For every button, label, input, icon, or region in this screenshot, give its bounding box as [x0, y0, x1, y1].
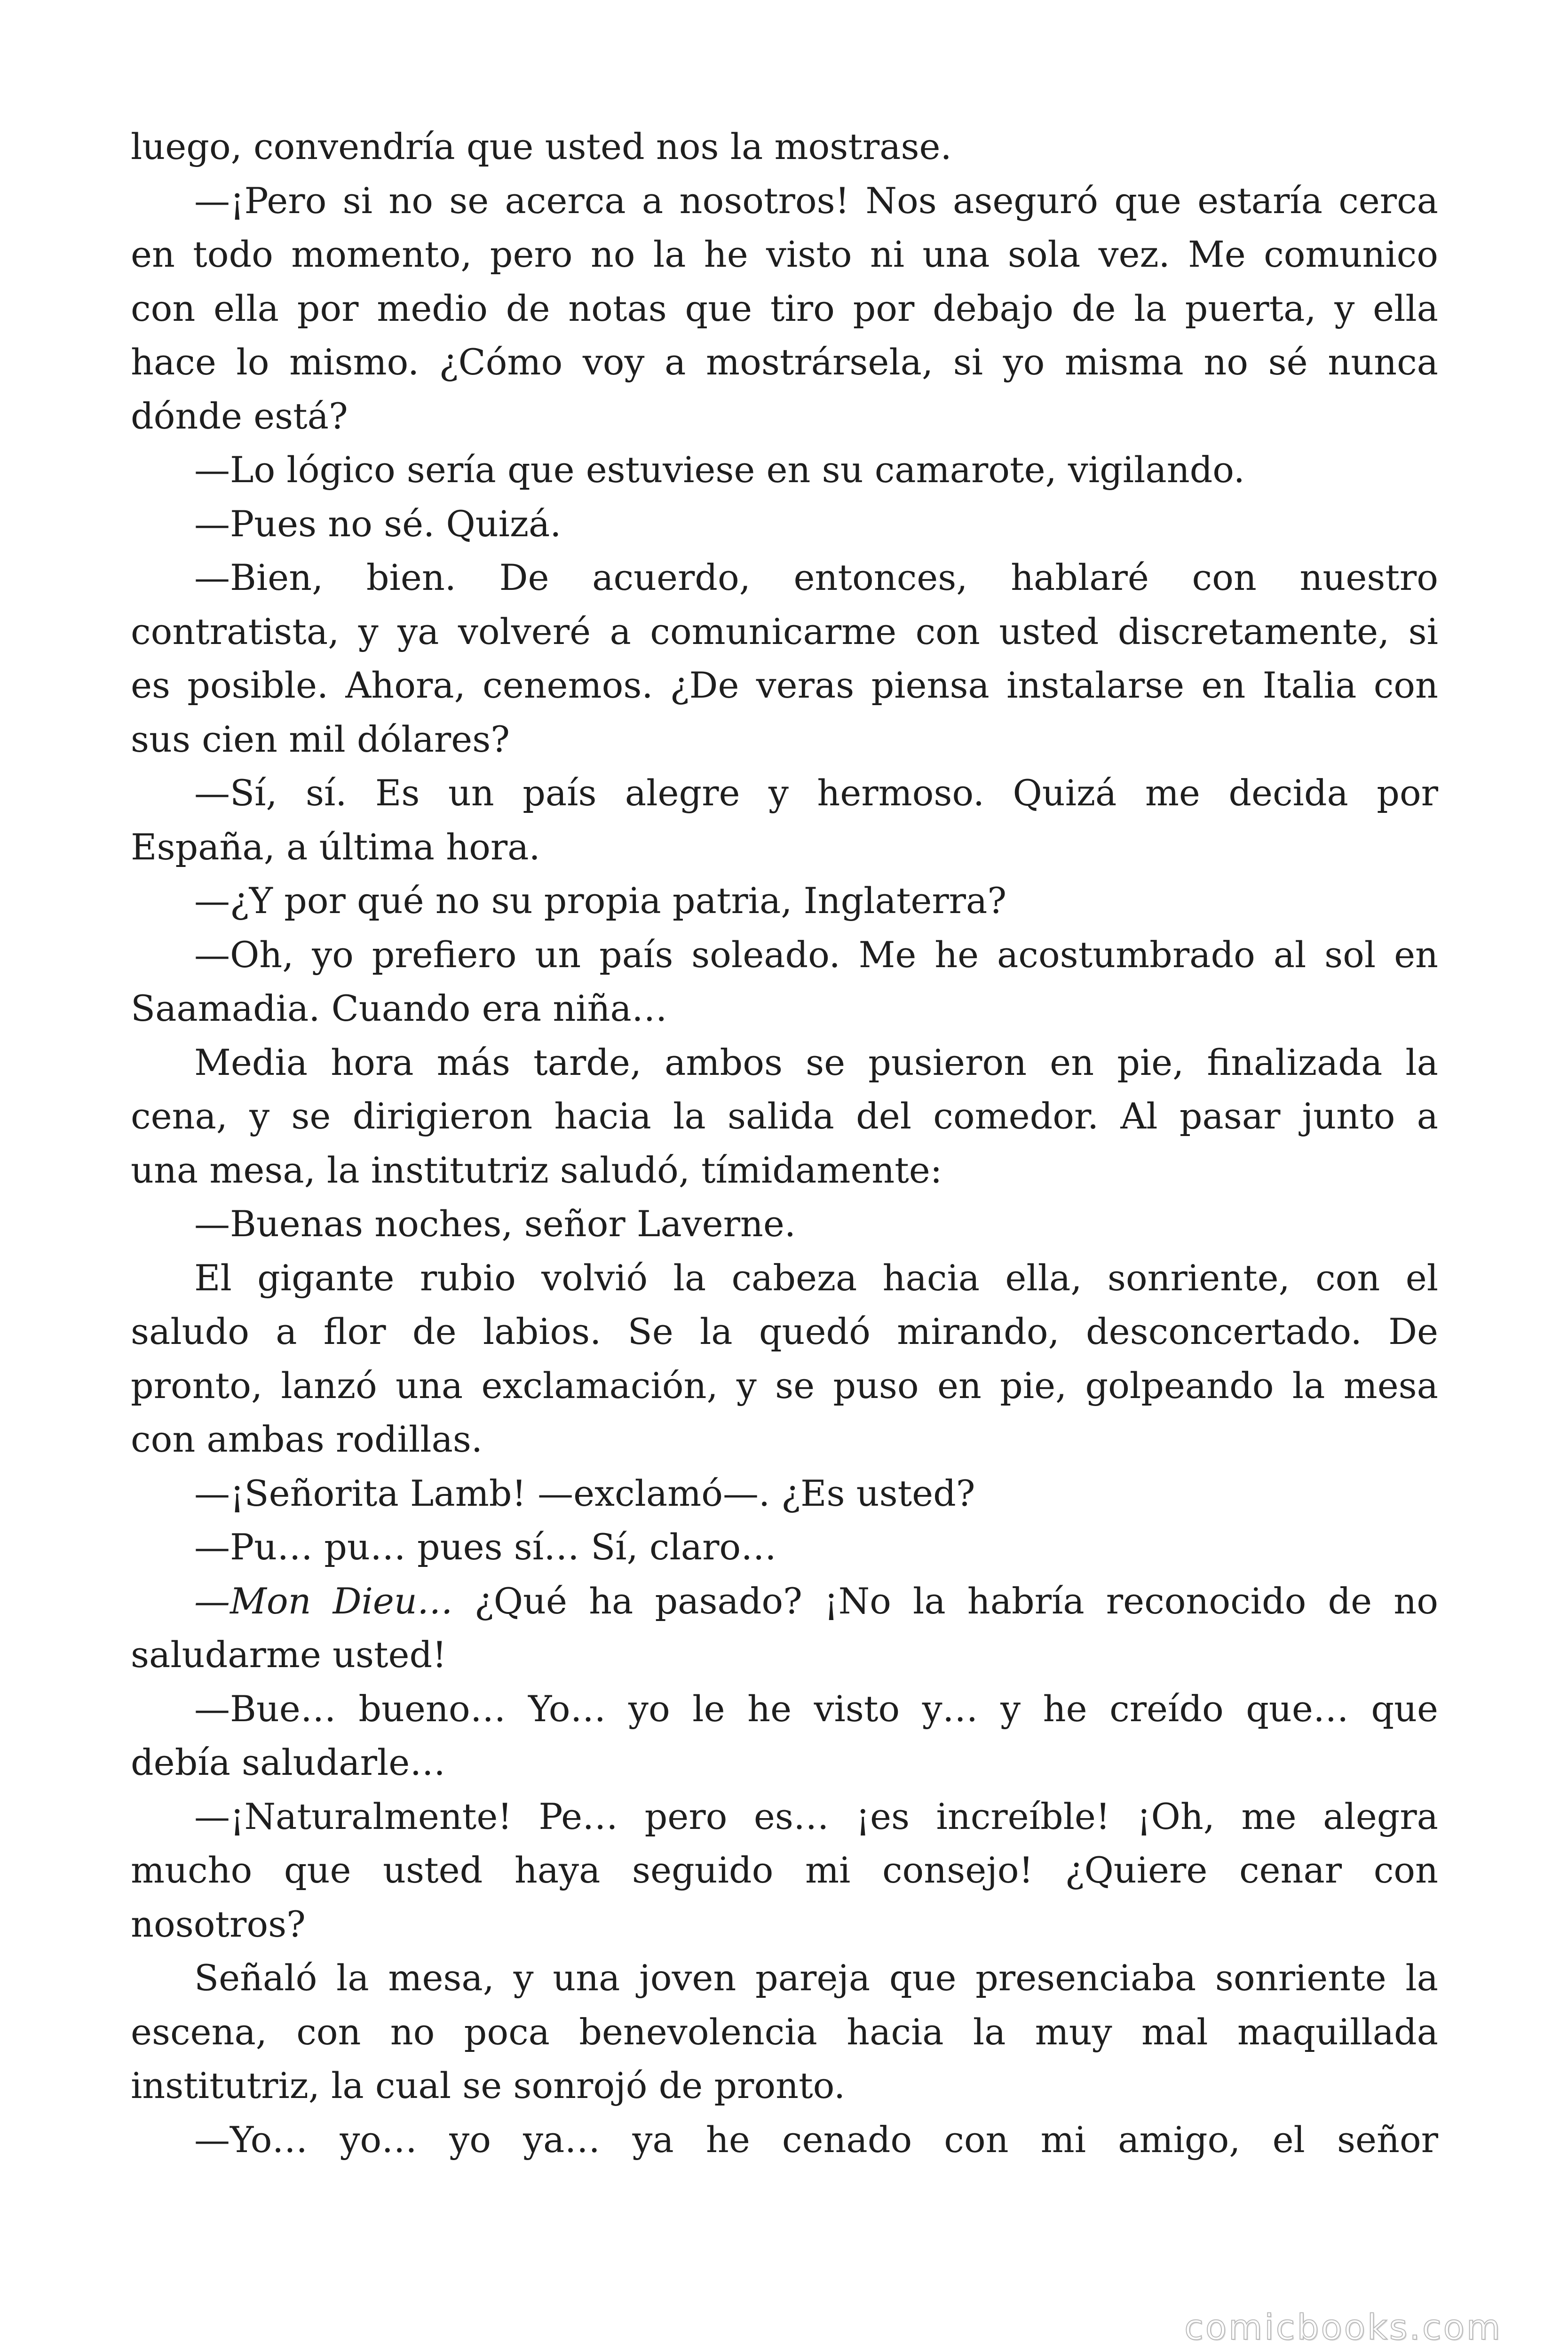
text-line: España, a última hora.: [131, 826, 540, 868]
text-line: —Bue… bueno… Yo… yo le he visto y… y he creído que… que: [194, 1687, 1438, 1730]
text-line: es posible. Ahora, cenemos. ¿De veras piensa instalarse en Italia con: [131, 664, 1438, 706]
text-line: —Sí, sí. Es un país alegre y hermoso. Quizá me decida por: [194, 772, 1438, 814]
text-line: sus cien mil dólares?: [131, 718, 510, 760]
text-line: hace lo mismo. ¿Cómo voy a mostrársela, si yo misma no sé nunca: [131, 341, 1438, 383]
text-line: con ambas rodillas.: [131, 1418, 483, 1460]
text-line: cena, y se dirigieron hacia la salida del comedor. Al pasar junto a: [131, 1095, 1438, 1137]
text-line: —¿Y por qué no su propia patria, Inglaterra?: [194, 880, 1007, 922]
text-line: —Lo lógico sería que estuviese en su camarote, vigilando.: [194, 449, 1245, 491]
italic-phrase: —Mon Dieu…: [194, 1580, 475, 1622]
page-body: [131, 120, 1438, 2167]
text-line: Señaló la mesa, y una joven pareja que presenciaba sonriente la: [194, 1957, 1438, 1999]
text-line: con ella por medio de notas que tiro por debajo de la puerta, y ella: [131, 287, 1438, 329]
text-line: dónde está?: [131, 395, 348, 437]
text-line: El gigante rubio volvió la cabeza hacia ella, sonriente, con el: [194, 1256, 1438, 1299]
text-line: contratista, y ya volveré a comunicarme con usted discretamente, si: [131, 610, 1438, 652]
text-line: —Bien, bien. De acuerdo, entonces, hablaré con nuestro: [194, 556, 1438, 598]
text-line: Saamadia. Cuando era niña…: [131, 987, 667, 1029]
line-text: ¿Qué ha pasado? ¡No la habría reconocido de no: [474, 1580, 1438, 1622]
watermark-text: comicbooks.com: [1184, 2307, 1502, 2348]
text-line: saludarme usted!: [131, 1634, 447, 1676]
text-line: mucho que usted haya seguido mi consejo! ¿Quiere cenar con: [131, 1849, 1438, 1891]
text-line: nosotros?: [131, 1903, 306, 1945]
text-line: Media hora más tarde, ambos se pusieron en pie, finalizada la: [194, 1041, 1438, 1083]
text-line: —¡Naturalmente! Pe… pero es… ¡es increíble! ¡Oh, me alegra: [194, 1795, 1438, 1837]
text-line: en todo momento, pero no la he visto ni una sola vez. Me comunico: [131, 233, 1438, 275]
text-line: una mesa, la institutriz saludó, tímidamente:: [131, 1149, 942, 1191]
text-line: saludo a flor de labios. Se la quedó mirando, desconcertado. De: [131, 1311, 1438, 1352]
text-line: [131, 1574, 1438, 1629]
text-line: —¡Señorita Lamb! —exclamó—. ¿Es usted?: [194, 1472, 975, 1514]
text-line: —¡Pero si no se acerca a nosotros! Nos aseguró que estaría cerca: [194, 179, 1438, 222]
text-line: pronto, lanzó una exclamación, y se puso en pie, golpeando la mesa: [131, 1364, 1438, 1406]
text-line: institutriz, la cual se sonrojó de pronto.: [131, 2065, 846, 2106]
text-line: escena, con no poca benevolencia hacia la muy mal maquillada: [131, 2010, 1438, 2053]
text-line: —Pu… pu… pues sí… Sí, claro…: [194, 1526, 777, 1568]
text-line: —Buenas noches, señor Laverne.: [194, 1203, 796, 1245]
text-line: luego, convendría que usted nos la mostrase.: [131, 126, 952, 167]
text-line: debía saludarle…: [131, 1741, 446, 1783]
text-line: —Yo… yo… yo ya… ya he cenado con mi amigo, el señor: [194, 2118, 1438, 2161]
text-line: —Oh, yo prefiero un país soleado. Me he acostumbrado al sol en: [194, 933, 1438, 976]
text-line: —Pues no sé. Quizá.: [194, 502, 562, 545]
